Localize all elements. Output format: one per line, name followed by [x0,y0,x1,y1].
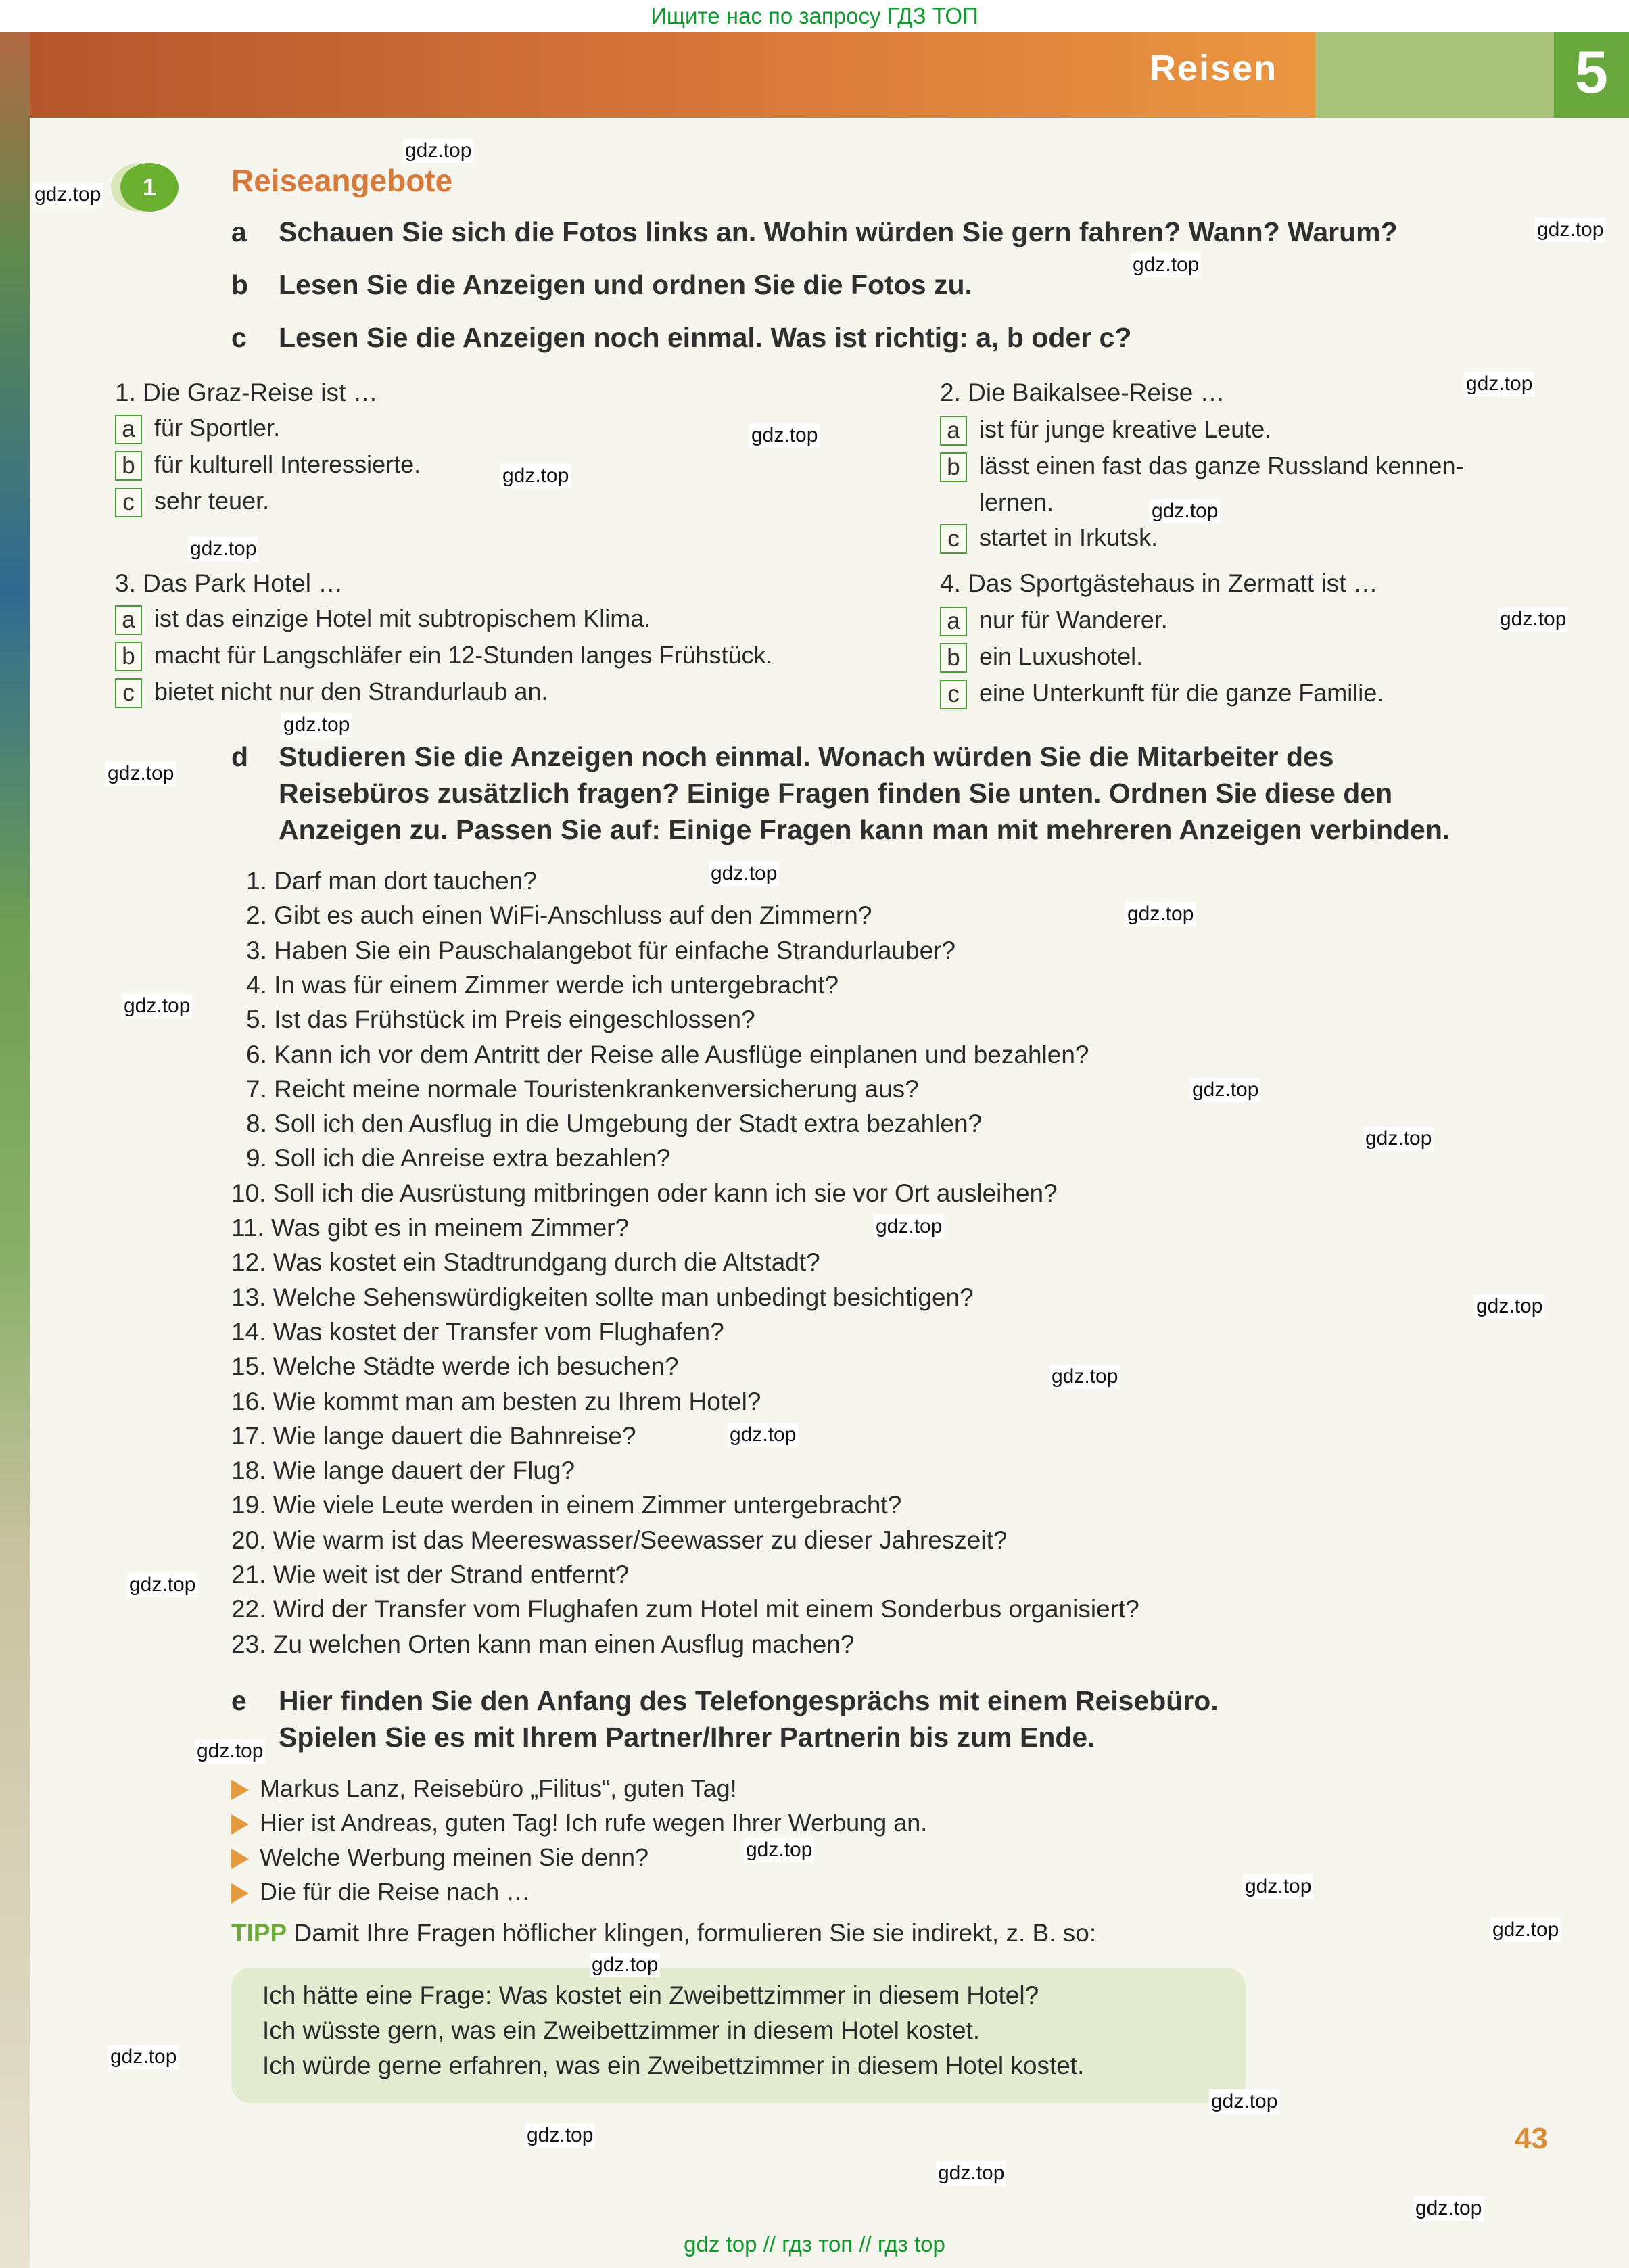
option-text: nur für Wanderer. [979,606,1168,634]
play-triangle-icon [231,1780,249,1800]
watermark-bottom-banner: gdz top // гдз топ // гдз top [684,2231,945,2257]
quiz-option[interactable] [940,523,1158,554]
quiz-question-3: 3. Das Park Hotel … [115,569,344,597]
watermark-label: gdz.top [127,1573,197,1597]
quiz-option[interactable] [940,606,1168,636]
option-text: ein Luxushotel. [979,642,1143,670]
tipp-text: Damit Ihre Fragen höflicher klingen, formulieren Sie sie indirekt, z. B. so: [293,1919,1097,1947]
dialog-text: Hier ist Andreas, guten Tag! Ich rufe wegen Ihrer Werbung an. [260,1809,928,1837]
quiz-option[interactable] [940,415,1271,446]
instruction-letter: d [231,741,249,772]
instruction-e [231,1685,1219,1717]
quiz-question-2: 2. Die Baikalsee-Reise … [940,379,1225,406]
quiz-option-continuation [979,488,1054,517]
dialog-line [231,1878,530,1906]
watermark-label: gdz.top [32,183,103,207]
watermark-label: gdz.top [403,139,473,163]
watermark-label: gdz.top [1209,2089,1279,2114]
watermark-label: gdz.top [1243,1874,1313,1899]
question-item: 22. Wird der Transfer vom Flughafen zum Hotel mit einem Sonderbus organisiert? [231,1595,1139,1623]
watermark-label: gdz.top [874,1214,944,1239]
dialog-line [231,1843,648,1872]
watermark-label: gdz.top [590,1953,660,1977]
question-item: 4. In was für einem Zimmer werde ich untergebracht? [246,971,839,999]
dialog-text: Markus Lanz, Reisebüro „Filitus“, guten Tag! [260,1774,737,1802]
question-item: 10. Soll ich die Ausrüstung mitbringen oder kann ich sie vor Ort ausleihen? [231,1179,1058,1207]
option-letter-box: a [940,607,967,636]
option-letter-box: b [940,452,967,482]
option-letter-box: b [940,643,967,673]
instruction-text: Schauen Sie sich die Fotos links an. Wohin würden Sie gern fahren? Wann? Warum? [279,216,1398,247]
play-triangle-icon [231,1814,249,1835]
watermark-label: gdz.top [1413,2196,1484,2221]
question-item: 7. Reicht meine normale Touristenkrankenversicherung aus? [246,1075,919,1103]
option-text: ist das einzige Hotel mit subtropischem Klima. [154,605,651,632]
instruction-b [231,269,972,301]
question-item: 11. Was gibt es in meinem Zimmer? [231,1214,630,1242]
watermark-label: gdz.top [1150,499,1220,523]
quiz-question-4: 4. Das Sportgästehaus in Zermatt ist … [940,569,1378,597]
instruction-a [231,216,1398,248]
tipp-label: TIPP [231,1919,287,1947]
option-letter-box: c [940,524,967,554]
instruction-d [231,741,1334,773]
left-photo-strip [0,32,30,2268]
option-text: für kulturell Interessierte. [154,450,421,478]
question-item: 15. Welche Städte werde ich besuchen? [231,1352,679,1380]
question-item: 6. Kann ich vor dem Antritt der Reise alle Ausflüge einplanen und bezahlen? [246,1041,1089,1068]
page-number: 43 [1515,2122,1548,2155]
chapter-number: 5 [1554,32,1629,118]
tipp-hint [231,1919,1096,1947]
quiz-option[interactable] [940,679,1384,709]
watermark-label: gdz.top [1474,1294,1544,1319]
watermark-label: gdz.top [525,2123,595,2148]
quiz-option[interactable] [115,450,421,481]
option-text: eine Unterkunft für die ganze Familie. [979,679,1384,707]
play-triangle-icon [231,1849,249,1869]
watermark-label: gdz.top [1535,218,1605,242]
instruction-letter: b [231,269,249,300]
question-item: 20. Wie warm ist das Meereswasser/Seewasser zu dieser Jahreszeit? [231,1526,1008,1554]
quiz-option[interactable] [115,678,548,708]
instruction-e-line: Spielen Sie es mit Ihrem Partner/Ihrer Partnerin bis zum Ende. [279,1722,1095,1753]
dialog-text: Die für die Reise nach … [260,1878,531,1906]
chapter-title: Reisen [1150,48,1278,89]
watermark-label: gdz.top [1190,1078,1260,1102]
instruction-d-line: Anzeigen zu. Passen Sie auf: Einige Fragen kann man mit mehreren Anzeigen verbinden. [279,814,1450,845]
instruction-letter: a [231,216,247,247]
question-item: 19. Wie viele Leute werden in einem Zimmer untergebracht? [231,1491,902,1519]
watermark-label: gdz.top [195,1739,265,1764]
watermark-label: gdz.top [749,423,820,448]
instruction-c [231,322,1131,354]
question-item: 1. Darf man dort tauchen? [246,867,537,895]
quiz-option[interactable] [115,641,773,671]
quiz-option[interactable] [115,414,280,444]
watermark-label: gdz.top [1498,607,1568,632]
instruction-text: Lesen Sie die Anzeigen noch einmal. Was ist richtig: a, b oder c? [279,322,1132,353]
instruction-d-line: Reisebüros zusätzlich fragen? Einige Fragen finden Sie unten. Ordnen Sie diese den [279,778,1393,809]
instruction-letter: e [231,1685,247,1716]
option-letter-box: c [115,678,142,708]
question-item: 17. Wie lange dauert die Bahnreise? [231,1422,636,1450]
watermark-label: gdz.top [1464,372,1534,396]
option-letter-box: a [115,415,142,444]
exercise-title: Reiseangebote [231,163,453,198]
watermark-top-banner: Ищите нас по запросу ГДЗ ТОП [0,0,1629,32]
exercise-number-badge: 1 [120,163,179,212]
quiz-question-1: 1. Die Graz-Reise ist … [115,379,378,406]
quiz-option[interactable] [940,642,1143,673]
watermark-label: gdz.top [500,464,571,488]
question-item: 16. Wie kommt man am besten zu Ihrem Hotel? [231,1388,761,1415]
option-text: für Sportler. [154,414,281,442]
watermark-label: gdz.top [1363,1127,1434,1151]
play-triangle-icon [231,1883,249,1904]
option-text: ist für junge kreative Leute. [979,415,1272,443]
question-item: 9. Soll ich die Anreise extra bezahlen? [246,1144,671,1172]
option-letter-box: c [115,488,142,517]
watermark-label: gdz.top [1125,902,1196,926]
question-item: 13. Welche Sehenswürdigkeiten sollte man unbedingt besichtigen? [231,1283,974,1311]
question-item: 18. Wie lange dauert der Flug? [231,1457,575,1484]
dialog-line [231,1809,927,1837]
watermark-label: gdz.top [188,537,258,561]
option-text: startet in Irkutsk. [979,523,1158,551]
option-text: macht für Langschläfer ein 12-Stunden langes Frühstück. [154,641,773,669]
question-item: 5. Ist das Frühstück im Preis eingeschlossen? [246,1006,755,1033]
header-green-block [1315,32,1586,118]
watermark-label: gdz.top [105,761,176,786]
tipp-example: Ich wüsste gern, was ein Zweibettzimmer in diesem Hotel kostet. [262,2016,981,2044]
question-item: 2. Gibt es auch einen WiFi-Anschluss auf den Zimmern? [246,901,872,929]
watermark-label: gdz.top [122,994,192,1018]
option-letter-box: a [940,416,967,446]
option-letter-box: c [940,680,967,709]
dialog-text: Welche Werbung meinen Sie denn? [260,1843,649,1871]
watermark-label: gdz.top [108,2045,179,2069]
instruction-text: Studieren Sie die Anzeigen noch einmal. Wonach würden Sie die Mitarbeiter des [279,741,1334,772]
option-text: lässt einen fast das ganze Russland kennen- [979,452,1464,479]
question-item: 21. Wie weit ist der Strand entfernt? [231,1561,630,1588]
dialog-line [231,1774,737,1803]
watermark-label: gdz.top [936,2161,1006,2186]
option-text: bietet nicht nur den Strandurlaub an. [154,678,548,705]
option-letter-box: a [115,605,142,635]
option-letter-box: b [115,451,142,481]
question-item: 23. Zu welchen Orten kann man einen Ausflug machen? [231,1630,855,1658]
question-item: 14. Was kostet der Transfer vom Flughafen? [231,1318,724,1346]
watermark-label: gdz.top [728,1423,798,1447]
question-item: 3. Haben Sie ein Pauschalangebot für einfache Strandurlauber? [246,937,956,964]
watermark-label: gdz.top [744,1838,814,1862]
question-item: 12. Was kostet ein Stadtrundgang durch die Altstadt? [231,1248,820,1276]
quiz-option[interactable] [940,452,1463,482]
watermark-label: gdz.top [281,713,352,737]
quiz-option[interactable] [115,605,651,635]
tipp-example: Ich würde gerne erfahren, was ein Zweibettzimmer in diesem Hotel kostet. [262,2052,1085,2079]
instruction-letter: c [231,322,247,353]
watermark-label: gdz.top [1131,253,1201,277]
option-text: sehr teuer. [154,487,270,515]
watermark-label: gdz.top [709,861,779,886]
instruction-text: Lesen Sie die Anzeigen und ordnen Sie die Fotos zu. [279,269,972,300]
watermark-label: gdz.top [1490,1918,1561,1942]
watermark-label: gdz.top [1049,1365,1120,1389]
tipp-example: Ich hätte eine Frage: Was kostet ein Zweibettzimmer in diesem Hotel? [262,1981,1039,2009]
quiz-option[interactable] [115,487,269,517]
option-letter-box: b [115,642,142,671]
question-item: 8. Soll ich den Ausflug in die Umgebung der Stadt extra bezahlen? [246,1110,983,1137]
instruction-text: Hier finden Sie den Anfang des Telefongesprächs mit einem Reisebüro. [279,1685,1219,1716]
option-text: lernen. [979,488,1054,516]
